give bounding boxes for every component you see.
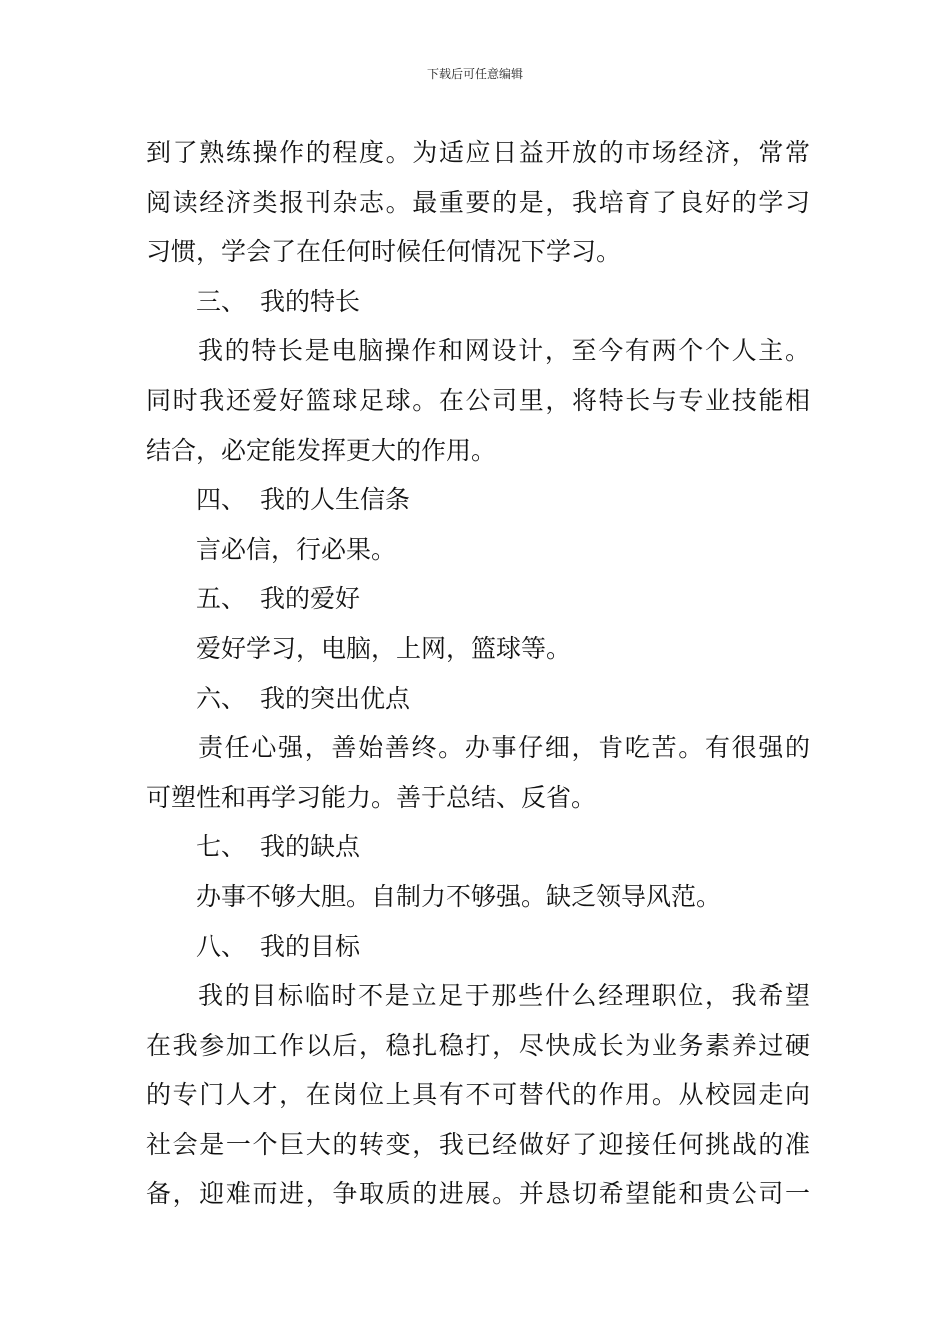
body-line: 办事不够大胆。自制力不够强。缺乏领导风范。 <box>196 881 722 911</box>
body-line: 我的特长是电脑操作和网设计，至今有两个个人主。 <box>198 336 810 366</box>
body-line: 的专门人才，在岗位上具有不可替代的作用。从校园走向 <box>146 1080 810 1110</box>
section-title: 我的人生信条 <box>260 485 411 515</box>
section-title: 我的突出优点 <box>260 683 411 713</box>
section-number: 五、 <box>196 584 247 614</box>
section-heading <box>146 674 810 724</box>
body-line: 爱好学习，电脑，上网，篮球等。 <box>196 633 572 663</box>
body-line: 我的目标临时不是立足于那些什么经理职位，我希望 <box>198 981 810 1011</box>
section-heading <box>146 475 810 525</box>
section-title: 我的爱好 <box>260 584 361 614</box>
section-heading <box>146 922 810 972</box>
section-number: 七、 <box>196 832 247 862</box>
section-number: 六、 <box>196 683 247 713</box>
section-title: 我的缺点 <box>260 832 361 862</box>
body-line: 责任心强，善始善终。办事仔细，肯吃苦。有很强的 <box>198 733 810 763</box>
body-line: 到了熟练操作的程度。为适应日益开放的市场经济，常常 <box>146 138 810 167</box>
section-heading <box>146 574 810 624</box>
section-number: 三、 <box>196 286 247 316</box>
section-heading <box>146 822 810 872</box>
section-heading <box>146 277 810 327</box>
body-line: 言必信，行必果。 <box>196 534 397 564</box>
body-line: 备，迎难而进，争取质的进展。并恳切希望能和贵公司一 <box>146 1179 810 1209</box>
body-line: 习惯，学会了在任何时候任何情况下学习。 <box>146 237 622 267</box>
section-number: 八、 <box>196 931 247 961</box>
body-line: 社会是一个巨大的转变，我已经做好了迎接任何挑战的准 <box>146 1129 810 1159</box>
section-title: 我的目标 <box>260 931 361 961</box>
page-header: 下载后可任意编辑 <box>426 67 523 81</box>
section-number: 四、 <box>196 485 247 515</box>
body-line: 可塑性和再学习能力。善于总结、反省。 <box>146 782 597 812</box>
body-line: 结合，必定能发挥更大的作用。 <box>146 435 497 465</box>
body-line: 同时我还爱好篮球足球。在公司里，将特长与专业技能相 <box>146 385 810 415</box>
section-title: 我的特长 <box>260 286 361 316</box>
document-body <box>146 128 810 1219</box>
body-line: 阅读经济类报刊杂志。最重要的是，我培育了良好的学习 <box>146 187 810 217</box>
body-line: 在我参加工作以后，稳扎稳打，尽快成长为业务素养过硬 <box>146 1030 810 1060</box>
